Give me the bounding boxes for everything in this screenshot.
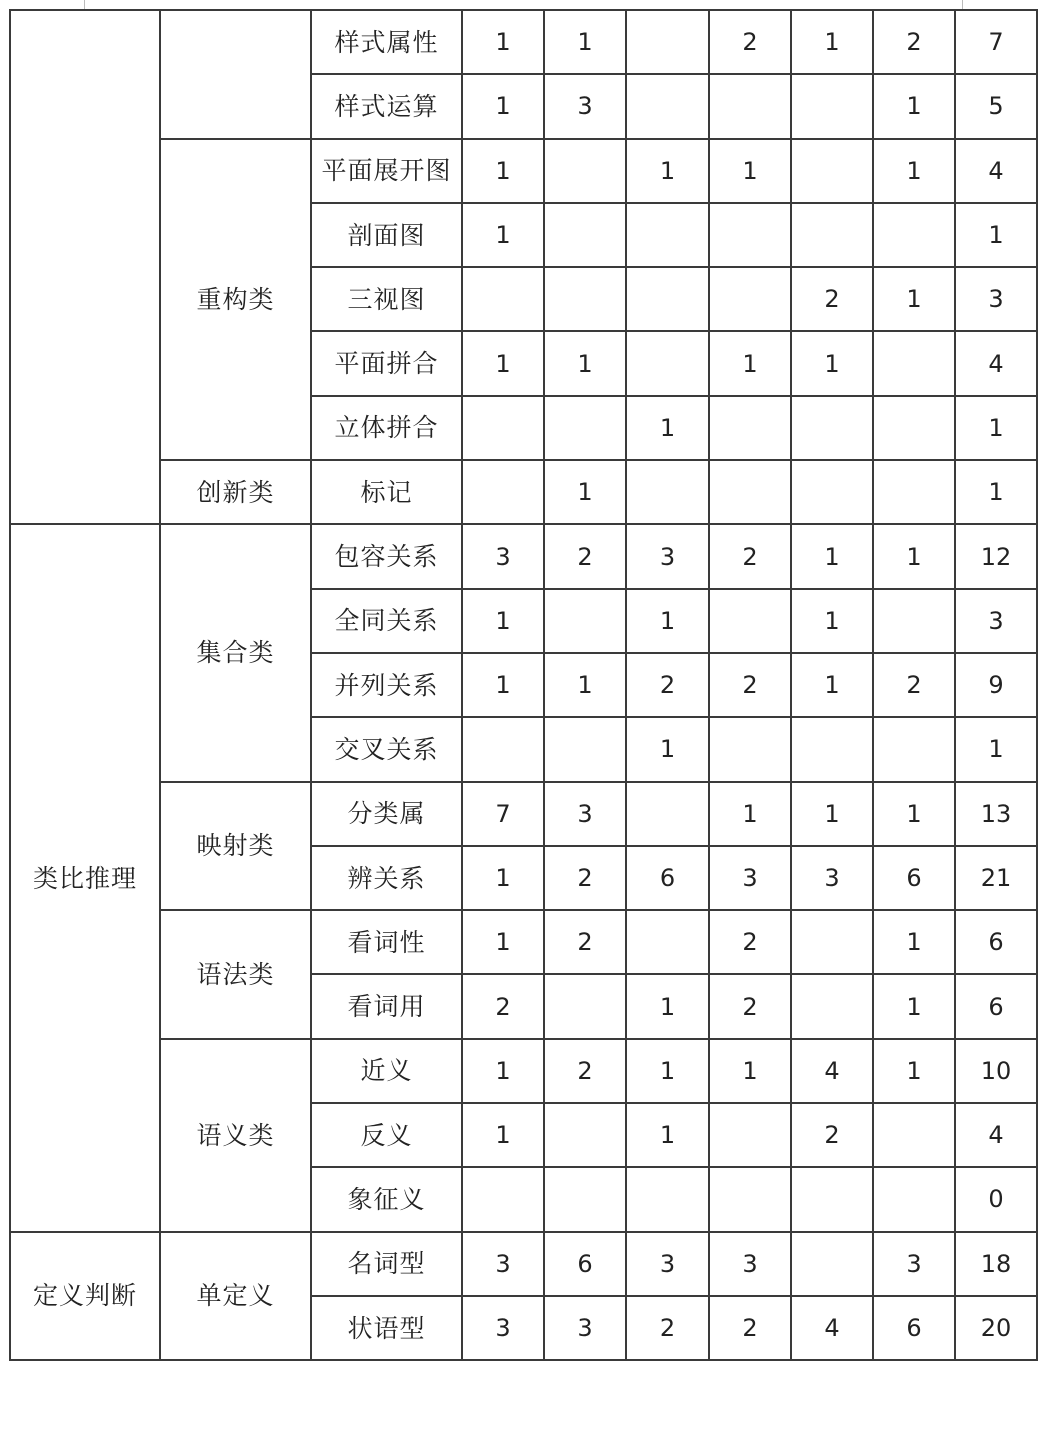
count-cell [873, 396, 955, 460]
count-cell: 3 [462, 524, 544, 588]
count-cell: 2 [709, 974, 791, 1038]
count-cell: 7 [462, 782, 544, 846]
item-cell: 看词用 [311, 974, 462, 1038]
subcategory-cell [160, 10, 311, 139]
count-cell [544, 267, 626, 331]
count-cell [544, 1103, 626, 1167]
count-cell: 2 [873, 10, 955, 74]
total-cell: 1 [955, 203, 1037, 267]
count-cell: 1 [873, 139, 955, 203]
total-cell: 3 [955, 589, 1037, 653]
count-cell [544, 139, 626, 203]
count-cell [791, 910, 873, 974]
count-cell [709, 589, 791, 653]
count-cell: 1 [626, 1039, 709, 1103]
count-cell: 2 [626, 1296, 709, 1360]
count-cell [462, 1167, 544, 1231]
count-cell: 2 [709, 10, 791, 74]
total-cell: 12 [955, 524, 1037, 588]
total-cell: 3 [955, 267, 1037, 331]
count-cell: 2 [544, 524, 626, 588]
total-cell: 1 [955, 460, 1037, 524]
total-cell: 4 [955, 139, 1037, 203]
count-cell [873, 717, 955, 781]
count-cell [709, 74, 791, 138]
count-cell: 1 [462, 203, 544, 267]
item-cell: 样式运算 [311, 74, 462, 138]
item-cell: 包容关系 [311, 524, 462, 588]
count-cell: 2 [873, 653, 955, 717]
table-body [10, 10, 1037, 1360]
table-row [10, 1039, 1037, 1103]
count-cell [626, 203, 709, 267]
count-cell: 1 [626, 396, 709, 460]
total-cell: 7 [955, 10, 1037, 74]
count-cell: 3 [544, 1296, 626, 1360]
count-cell [462, 267, 544, 331]
count-cell: 2 [544, 910, 626, 974]
count-cell [873, 331, 955, 395]
count-cell [873, 1167, 955, 1231]
item-cell: 象征义 [311, 1167, 462, 1231]
count-cell [544, 396, 626, 460]
total-cell: 1 [955, 717, 1037, 781]
count-cell [873, 460, 955, 524]
count-cell: 2 [709, 653, 791, 717]
count-cell [873, 203, 955, 267]
count-cell: 3 [709, 1232, 791, 1296]
item-cell: 平面拼合 [311, 331, 462, 395]
count-cell: 1 [873, 782, 955, 846]
count-cell: 1 [462, 910, 544, 974]
item-cell: 样式属性 [311, 10, 462, 74]
count-cell [709, 717, 791, 781]
count-cell: 1 [462, 1039, 544, 1103]
item-cell: 看词性 [311, 910, 462, 974]
item-cell: 分类属 [311, 782, 462, 846]
total-cell: 13 [955, 782, 1037, 846]
count-cell [626, 331, 709, 395]
count-cell: 1 [791, 10, 873, 74]
count-cell: 1 [873, 74, 955, 138]
total-cell: 4 [955, 1103, 1037, 1167]
count-cell [791, 717, 873, 781]
count-cell [791, 1167, 873, 1231]
count-cell: 1 [462, 74, 544, 138]
item-cell: 并列关系 [311, 653, 462, 717]
subcategory-cell: 映射类 [160, 782, 311, 911]
subcategory-cell: 创新类 [160, 460, 311, 524]
item-cell: 全同关系 [311, 589, 462, 653]
count-cell: 2 [791, 267, 873, 331]
count-cell: 1 [873, 974, 955, 1038]
item-cell: 立体拼合 [311, 396, 462, 460]
category-cell: 定义判断 [10, 1232, 160, 1361]
total-cell: 6 [955, 974, 1037, 1038]
total-cell: 0 [955, 1167, 1037, 1231]
count-cell: 2 [709, 1296, 791, 1360]
count-cell: 3 [709, 846, 791, 910]
count-cell [544, 203, 626, 267]
category-cell: 类比推理 [10, 524, 160, 1231]
count-cell: 1 [791, 653, 873, 717]
count-cell [709, 1103, 791, 1167]
table-row [10, 1232, 1037, 1296]
item-cell: 平面展开图 [311, 139, 462, 203]
item-cell: 辨关系 [311, 846, 462, 910]
count-cell: 3 [626, 1232, 709, 1296]
count-cell: 1 [462, 846, 544, 910]
count-cell: 1 [709, 1039, 791, 1103]
count-cell [709, 1167, 791, 1231]
count-cell: 1 [462, 139, 544, 203]
total-cell: 6 [955, 910, 1037, 974]
count-cell: 2 [791, 1103, 873, 1167]
count-cell: 4 [791, 1296, 873, 1360]
count-cell: 1 [873, 1039, 955, 1103]
count-cell: 1 [544, 10, 626, 74]
count-cell: 1 [462, 589, 544, 653]
count-cell: 4 [791, 1039, 873, 1103]
count-cell: 2 [544, 1039, 626, 1103]
subcategory-cell: 单定义 [160, 1232, 311, 1361]
count-cell [791, 974, 873, 1038]
item-cell: 标记 [311, 460, 462, 524]
count-cell: 1 [873, 267, 955, 331]
count-cell: 1 [791, 782, 873, 846]
count-cell: 1 [626, 589, 709, 653]
subcategory-cell: 集合类 [160, 524, 311, 781]
count-cell: 2 [544, 846, 626, 910]
subcategory-cell: 重构类 [160, 139, 311, 460]
count-cell: 3 [873, 1232, 955, 1296]
count-cell: 1 [544, 331, 626, 395]
count-cell: 1 [626, 717, 709, 781]
count-cell: 2 [462, 974, 544, 1038]
table-row [10, 910, 1037, 974]
subcategory-cell: 语义类 [160, 1039, 311, 1232]
total-cell: 21 [955, 846, 1037, 910]
total-cell: 1 [955, 396, 1037, 460]
count-cell [626, 460, 709, 524]
count-cell [544, 589, 626, 653]
total-cell: 5 [955, 74, 1037, 138]
count-cell: 2 [709, 910, 791, 974]
count-cell [462, 396, 544, 460]
count-cell: 1 [791, 524, 873, 588]
item-cell: 近义 [311, 1039, 462, 1103]
count-cell [626, 267, 709, 331]
item-cell: 交叉关系 [311, 717, 462, 781]
subcategory-cell: 语法类 [160, 910, 311, 1039]
table-row [10, 139, 1037, 203]
total-cell: 10 [955, 1039, 1037, 1103]
total-cell: 18 [955, 1232, 1037, 1296]
count-cell [544, 717, 626, 781]
count-cell [709, 267, 791, 331]
count-cell: 6 [626, 846, 709, 910]
total-cell: 4 [955, 331, 1037, 395]
count-cell: 1 [791, 331, 873, 395]
count-cell [544, 974, 626, 1038]
count-cell: 1 [462, 653, 544, 717]
table-row [10, 524, 1037, 588]
count-cell [544, 1167, 626, 1231]
count-cell: 1 [873, 910, 955, 974]
count-cell: 1 [626, 974, 709, 1038]
category-cell [10, 10, 160, 524]
total-cell: 9 [955, 653, 1037, 717]
count-cell [462, 717, 544, 781]
count-cell [626, 910, 709, 974]
count-cell [626, 10, 709, 74]
count-cell [791, 1232, 873, 1296]
count-cell: 3 [626, 524, 709, 588]
count-cell [626, 782, 709, 846]
count-cell [873, 1103, 955, 1167]
count-cell: 3 [462, 1296, 544, 1360]
count-cell [709, 396, 791, 460]
table-row [10, 782, 1037, 846]
count-cell: 3 [544, 74, 626, 138]
item-cell: 状语型 [311, 1296, 462, 1360]
item-cell: 三视图 [311, 267, 462, 331]
count-cell [873, 589, 955, 653]
count-cell: 3 [544, 782, 626, 846]
count-cell [626, 74, 709, 138]
count-cell: 1 [791, 589, 873, 653]
count-cell [791, 460, 873, 524]
count-cell: 6 [873, 1296, 955, 1360]
count-cell: 6 [544, 1232, 626, 1296]
item-cell: 名词型 [311, 1232, 462, 1296]
count-cell [791, 139, 873, 203]
count-cell: 1 [709, 331, 791, 395]
count-cell: 1 [709, 782, 791, 846]
count-cell: 1 [462, 331, 544, 395]
count-cell: 1 [626, 139, 709, 203]
item-cell: 剖面图 [311, 203, 462, 267]
total-cell: 20 [955, 1296, 1037, 1360]
count-cell: 1 [462, 1103, 544, 1167]
table-row [10, 10, 1037, 74]
count-cell [626, 1167, 709, 1231]
count-cell [462, 460, 544, 524]
count-cell: 3 [462, 1232, 544, 1296]
count-cell: 1 [709, 139, 791, 203]
count-cell: 1 [462, 10, 544, 74]
count-cell: 1 [626, 1103, 709, 1167]
count-cell: 2 [709, 524, 791, 588]
count-cell: 6 [873, 846, 955, 910]
count-cell [791, 396, 873, 460]
count-cell [791, 203, 873, 267]
count-cell [791, 74, 873, 138]
item-cell: 反义 [311, 1103, 462, 1167]
count-cell [709, 460, 791, 524]
statistics-table [9, 9, 1038, 1361]
count-cell [709, 203, 791, 267]
table-row [10, 460, 1037, 524]
count-cell: 1 [544, 460, 626, 524]
count-cell: 2 [626, 653, 709, 717]
count-cell: 3 [791, 846, 873, 910]
count-cell: 1 [873, 524, 955, 588]
count-cell: 1 [544, 653, 626, 717]
